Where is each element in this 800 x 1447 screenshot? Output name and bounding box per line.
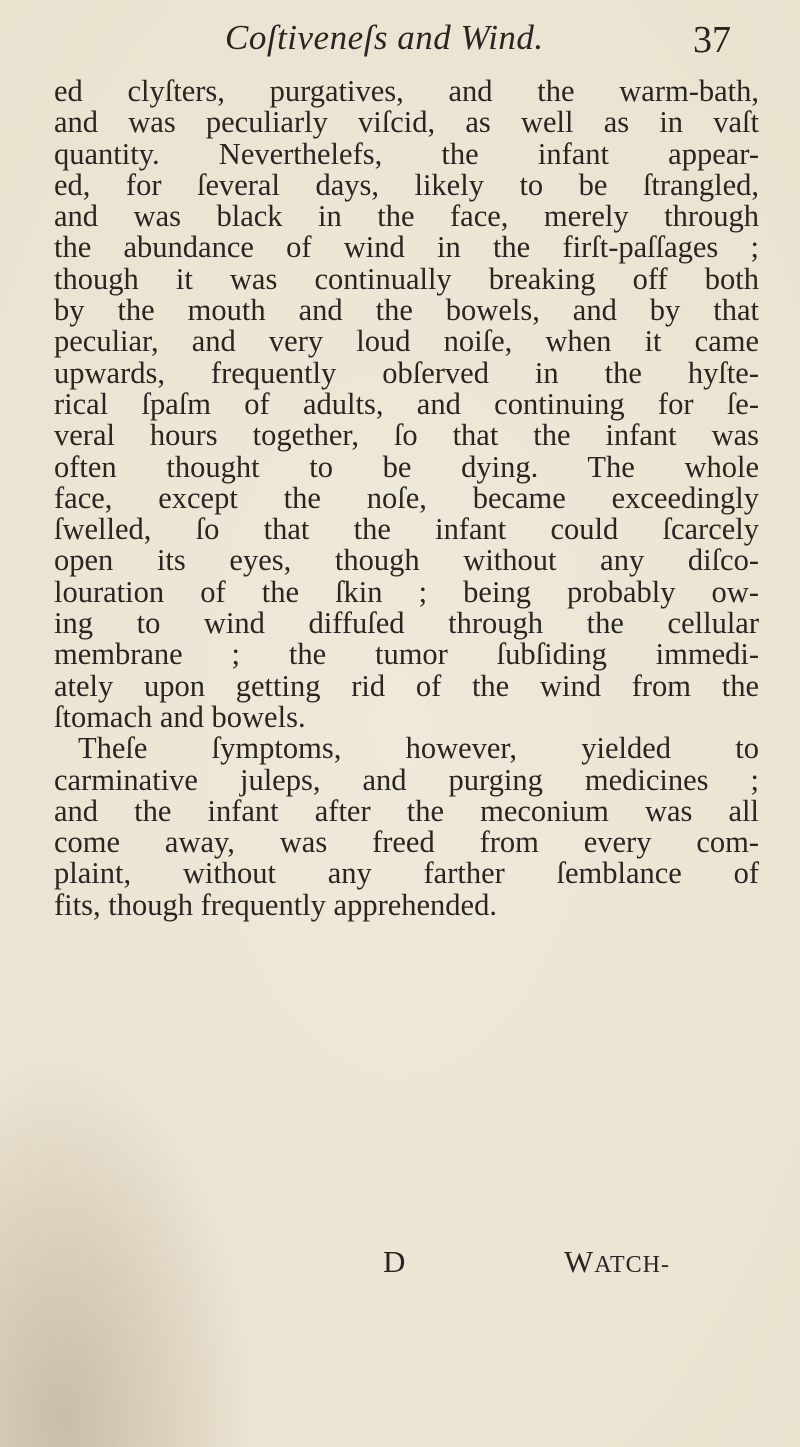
text-line: ing to wind diffuſed through the cellular [54,606,759,641]
text-line: the abundance of wind in the firſt-paſſages ; [54,230,759,265]
paragraph-end-line: fits, though frequently apprehended. [54,887,497,922]
text-line: ately upon getting rid of the wind from the [54,668,759,703]
text-line: though it was continually breaking off both [54,261,759,296]
text-line: by the mouth and the bowels, and by that [54,293,759,328]
catchword-initial: W [564,1244,595,1279]
text-line: veral hours together, ſo that the infant was [54,418,759,453]
text-line: and was black in the face, merely through [54,199,759,234]
catchword-rest: ATCH- [594,1252,670,1278]
text-line: louration of the ſkin ; being probably ow- [54,574,759,609]
text-line: membrane ; the tumor ſubſiding immedi- [54,637,759,672]
text-line: face, except the noſe, became exceedingly [54,480,759,515]
text-line: open its eyes, though without any diſco- [54,543,759,578]
text-line: come away, was freed from every com- [54,825,759,860]
signature-mark: D [383,1244,406,1279]
text-line: ſwelled, ſo that the infant could ſcarcely [54,512,759,547]
catchword [564,1244,670,1280]
text-line: plaint, without any farther ſemblance of [54,856,759,891]
text-line: often thought to be dying. The whole [54,449,759,484]
text-line: quantity. Neverthelefs, the infant appear- [54,136,759,171]
paragraph-end-line: ſtomach and bowels. [54,699,306,734]
running-head [0,14,800,74]
text-line: upwards, frequently obſerved in the hyſte- [54,355,759,390]
text-line: carminative juleps, and purging medicines ; [54,762,759,797]
text-line: and was peculiarly viſcid, as well as in vaſt [54,105,759,140]
page-number: 37 [693,19,731,61]
paragraph-start-line: Theſe ſymptoms, however, yielded to [78,731,759,766]
body-text [54,76,759,921]
running-title: Coſtiveneſs and Wind. [225,18,544,57]
text-line: peculiar, and very loud noiſe, when it came [54,324,759,359]
text-line: and the infant after the meconium was all [54,793,759,828]
text-line: ed, for ſeveral days, likely to be ſtrangled, [54,167,759,202]
text-line: ed clyſters, purgatives, and the warm-bath, [54,74,759,108]
text-line: rical ſpaſm of adults, and continuing for ſe- [54,386,759,421]
page-footer [0,1244,800,1284]
